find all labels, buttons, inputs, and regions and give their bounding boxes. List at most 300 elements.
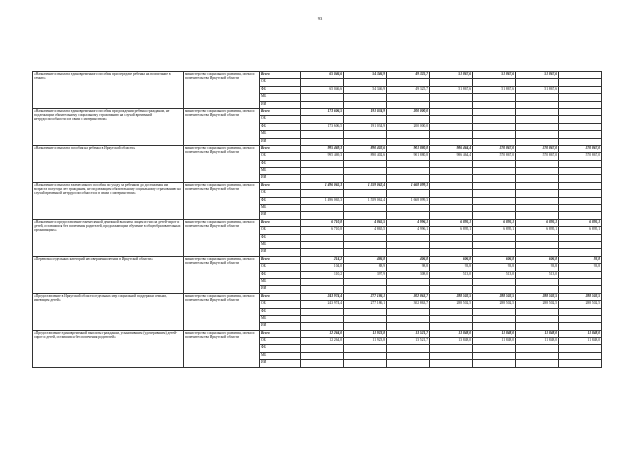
amount-cell: [516, 308, 559, 315]
amount-cell: [301, 116, 344, 123]
measure-name: «Назначение и выплата пособия на ребенка в Иркутской области»: [33, 145, 184, 182]
amount-cell: 13 848,0: [430, 330, 473, 337]
amount-cell: 11 848,0: [559, 338, 602, 345]
amount-cell: [344, 323, 387, 330]
funding-source: Всего: [260, 219, 301, 226]
amount-cell: 288 502,5: [473, 293, 516, 300]
measure-name: «Предоставление в Иркутской области отдельных мер социальной поддержки семьям, имеющим детей»: [33, 293, 184, 330]
amount-cell: [301, 168, 344, 175]
amount-cell: 51 867,6: [516, 72, 559, 79]
amount-cell: [344, 360, 387, 367]
amount-cell: 110,2: [301, 271, 344, 278]
table-row: [33, 256, 602, 263]
table-row: [33, 72, 602, 79]
amount-cell: 6 710,8: [301, 219, 344, 226]
amount-cell: [559, 241, 602, 248]
amount-cell: 11 923,8: [344, 338, 387, 345]
amount-cell: 1 668 099,3: [387, 182, 430, 189]
amount-cell: [473, 308, 516, 315]
amount-cell: 51 867,6: [430, 86, 473, 93]
amount-cell: [387, 249, 430, 256]
amount-cell: 995 469,3: [301, 145, 344, 152]
responsible-executor: министерство социального развития, опеки и попечительства Иркутской области: [184, 293, 260, 330]
amount-cell: 513,0: [516, 271, 559, 278]
funding-source: МБ: [260, 352, 301, 359]
table-row: [33, 108, 602, 115]
table-row: [33, 219, 602, 226]
amount-cell: 1 496 065,3: [301, 197, 344, 204]
amount-cell: 11 848,0: [473, 338, 516, 345]
amount-cell: [387, 101, 430, 108]
funding-source: ОБ: [260, 227, 301, 234]
amount-cell: 4 865,5: [344, 227, 387, 234]
amount-cell: [473, 249, 516, 256]
funding-source: Всего: [260, 330, 301, 337]
amount-cell: [387, 160, 430, 167]
amount-cell: 606,8: [473, 256, 516, 263]
amount-cell: [559, 197, 602, 204]
amount-cell: 890 402,6: [344, 145, 387, 152]
amount-cell: [387, 79, 430, 86]
amount-cell: [344, 241, 387, 248]
measure-name: «Назначение и выплата единовременного пособия при передаче ребенка на воспитание в семью»: [33, 72, 184, 109]
amount-cell: [430, 278, 473, 285]
amount-cell: 104,0: [301, 264, 344, 271]
amount-cell: [559, 182, 602, 189]
responsible-executor: министерство социального развития, опеки и попечительства Иркутской области: [184, 108, 260, 145]
amount-cell: [559, 94, 602, 101]
amount-cell: 6 895,1: [473, 227, 516, 234]
amount-cell: [344, 79, 387, 86]
table-row: [33, 330, 602, 337]
amount-cell: [516, 101, 559, 108]
funding-source: МБ: [260, 278, 301, 285]
amount-cell: [344, 168, 387, 175]
amount-cell: 12 264,0: [301, 338, 344, 345]
amount-cell: 570 867,0: [516, 145, 559, 152]
amount-cell: 901 880,8: [387, 145, 430, 152]
amount-cell: 288 502,5: [430, 293, 473, 300]
amount-cell: 11 848,0: [516, 330, 559, 337]
amount-cell: [387, 360, 430, 367]
amount-cell: [473, 94, 516, 101]
amount-cell: 13 848,0: [430, 338, 473, 345]
amount-cell: 486,8: [344, 256, 387, 263]
amount-cell: [559, 205, 602, 212]
amount-cell: 308,0: [387, 271, 430, 278]
amount-cell: [387, 345, 430, 352]
funding-source: ОБ: [260, 301, 301, 308]
responsible-executor: министерство социального развития, опеки и попечительства Иркутской области: [184, 145, 260, 182]
funding-source: Всего: [260, 293, 301, 300]
amount-cell: 4 865,5: [344, 219, 387, 226]
amount-cell: [516, 212, 559, 219]
amount-cell: [387, 286, 430, 293]
amount-cell: [559, 345, 602, 352]
amount-cell: [516, 286, 559, 293]
amount-cell: [473, 345, 516, 352]
amount-cell: [430, 205, 473, 212]
funding-source: Всего: [260, 182, 301, 189]
amount-cell: [516, 168, 559, 175]
amount-cell: [387, 315, 430, 322]
amount-cell: [559, 108, 602, 115]
amount-cell: [344, 249, 387, 256]
amount-cell: [344, 212, 387, 219]
amount-cell: [516, 323, 559, 330]
amount-cell: [430, 308, 473, 315]
amount-cell: [430, 182, 473, 189]
amount-cell: 288 502,5: [473, 301, 516, 308]
funding-source: Всего: [260, 108, 301, 115]
amount-cell: 277 186,1: [344, 293, 387, 300]
amount-cell: [559, 168, 602, 175]
amount-cell: 288 502,5: [559, 293, 602, 300]
amount-cell: [301, 234, 344, 241]
amount-cell: [430, 323, 473, 330]
funding-source: ИИ: [260, 138, 301, 145]
amount-cell: [559, 72, 602, 79]
table-row: [33, 145, 602, 152]
responsible-executor: министерство социального развития, опеки и попечительства Иркутской области: [184, 219, 260, 256]
funding-source: ФБ: [260, 234, 301, 241]
amount-cell: [559, 138, 602, 145]
funding-source: ИИ: [260, 360, 301, 367]
funding-source: ФБ: [260, 308, 301, 315]
amount-cell: 11 848,0: [473, 330, 516, 337]
amount-cell: 513,0: [473, 271, 516, 278]
funding-source: ОБ: [260, 190, 301, 197]
amount-cell: 995 469,3: [301, 153, 344, 160]
amount-cell: 200 000,0: [387, 123, 430, 130]
amount-cell: 570 867,0: [516, 153, 559, 160]
amount-cell: 6 710,8: [301, 227, 344, 234]
amount-cell: [516, 116, 559, 123]
amount-cell: 243 974,4: [301, 293, 344, 300]
amount-cell: [430, 249, 473, 256]
amount-cell: 288 502,5: [430, 301, 473, 308]
amount-cell: [473, 352, 516, 359]
amount-cell: [430, 94, 473, 101]
amount-cell: [301, 278, 344, 285]
amount-cell: 65 046,6: [301, 72, 344, 79]
amount-cell: 6 895,1: [473, 219, 516, 226]
amount-cell: [516, 182, 559, 189]
amount-cell: [516, 205, 559, 212]
amount-cell: [559, 190, 602, 197]
amount-cell: [559, 323, 602, 330]
amount-cell: [473, 101, 516, 108]
amount-cell: [473, 116, 516, 123]
amount-cell: [473, 108, 516, 115]
amount-cell: [430, 123, 473, 130]
funding-source: ОБ: [260, 264, 301, 271]
funding-source: ОБ: [260, 116, 301, 123]
amount-cell: [301, 249, 344, 256]
amount-cell: 214,2: [301, 256, 344, 263]
amount-cell: 570 867,0: [473, 145, 516, 152]
amount-cell: [430, 315, 473, 322]
amount-cell: 1 668 099,3: [387, 197, 430, 204]
amount-cell: [516, 79, 559, 86]
amount-cell: [473, 190, 516, 197]
amount-cell: [430, 286, 473, 293]
amount-cell: 51 867,6: [473, 72, 516, 79]
amount-cell: 986 464,4: [430, 153, 473, 160]
amount-cell: [301, 308, 344, 315]
amount-cell: 93,8: [559, 256, 602, 263]
amount-cell: [559, 278, 602, 285]
amount-cell: 288 502,5: [516, 301, 559, 308]
amount-cell: 570 867,0: [559, 145, 602, 152]
amount-cell: [344, 175, 387, 182]
funding-source: ИИ: [260, 286, 301, 293]
funding-source: ФБ: [260, 271, 301, 278]
funding-source: ФБ: [260, 123, 301, 130]
amount-cell: [301, 160, 344, 167]
amount-cell: [473, 123, 516, 130]
amount-cell: [387, 190, 430, 197]
funding-source: ОБ: [260, 153, 301, 160]
amount-cell: [516, 190, 559, 197]
amount-cell: 288 502,5: [516, 293, 559, 300]
budget-table: [32, 71, 602, 368]
funding-source: ОБ: [260, 79, 301, 86]
amount-cell: [387, 205, 430, 212]
amount-cell: 606,8: [430, 256, 473, 263]
amount-cell: [301, 205, 344, 212]
amount-cell: [430, 131, 473, 138]
amount-cell: [559, 249, 602, 256]
measure-name: «Назначение и выплата ежемесячного пособия по уходу за ребенком до достижения им возраста полутора лет гражданам, не подлежащим обязательному социальному страхованию на случай временной нетрудоспособности и в связи с материнством»: [33, 182, 184, 219]
amount-cell: [559, 79, 602, 86]
amount-cell: [473, 360, 516, 367]
amount-cell: [516, 138, 559, 145]
amount-cell: 11 923,8: [344, 330, 387, 337]
amount-cell: [387, 352, 430, 359]
amount-cell: [516, 234, 559, 241]
amount-cell: [430, 138, 473, 145]
funding-source: ФБ: [260, 197, 301, 204]
amount-cell: [430, 212, 473, 219]
amount-cell: [559, 116, 602, 123]
amount-cell: [559, 271, 602, 278]
funding-source: МБ: [260, 315, 301, 322]
amount-cell: [516, 175, 559, 182]
amount-cell: 12 264,0: [301, 330, 344, 337]
amount-cell: [473, 278, 516, 285]
amount-cell: 11 848,0: [516, 338, 559, 345]
amount-cell: 98,8: [387, 264, 430, 271]
amount-cell: 191 034,9: [344, 108, 387, 115]
amount-cell: 6 895,1: [430, 227, 473, 234]
amount-cell: [473, 323, 516, 330]
amount-cell: 606,8: [516, 256, 559, 263]
amount-cell: [387, 234, 430, 241]
amount-cell: [473, 160, 516, 167]
amount-cell: 1 496 065,3: [301, 182, 344, 189]
table-row: [33, 293, 602, 300]
amount-cell: 54 346,9: [344, 86, 387, 93]
amount-cell: [559, 86, 602, 93]
amount-cell: [473, 197, 516, 204]
amount-cell: [559, 131, 602, 138]
amount-cell: 51 867,6: [516, 86, 559, 93]
amount-cell: [344, 138, 387, 145]
funding-source: ФБ: [260, 345, 301, 352]
amount-cell: 49 325,7: [387, 72, 430, 79]
amount-cell: 1 559 062,4: [344, 182, 387, 189]
amount-cell: 200 000,0: [387, 108, 430, 115]
amount-cell: 1 559 062,4: [344, 197, 387, 204]
amount-cell: [516, 123, 559, 130]
funding-source: МБ: [260, 205, 301, 212]
amount-cell: [473, 175, 516, 182]
amount-cell: [301, 315, 344, 322]
amount-cell: [344, 94, 387, 101]
funding-source: Всего: [260, 145, 301, 152]
amount-cell: 65 046,6: [301, 86, 344, 93]
funding-source: ИИ: [260, 323, 301, 330]
funding-source: МБ: [260, 94, 301, 101]
funding-source: ИИ: [260, 249, 301, 256]
amount-cell: [430, 160, 473, 167]
amount-cell: [516, 94, 559, 101]
amount-cell: [344, 315, 387, 322]
amount-cell: [387, 278, 430, 285]
amount-cell: [430, 234, 473, 241]
amount-cell: [430, 168, 473, 175]
amount-cell: [430, 197, 473, 204]
amount-cell: [344, 190, 387, 197]
amount-cell: [430, 352, 473, 359]
amount-cell: 302 863,7: [387, 301, 430, 308]
amount-cell: [430, 108, 473, 115]
amount-cell: [301, 79, 344, 86]
amount-cell: [516, 241, 559, 248]
amount-cell: [473, 168, 516, 175]
amount-cell: [516, 345, 559, 352]
amount-cell: 277 186,1: [344, 301, 387, 308]
amount-cell: [301, 323, 344, 330]
amount-cell: [430, 175, 473, 182]
amount-cell: [430, 241, 473, 248]
amount-cell: 243 974,4: [301, 301, 344, 308]
amount-cell: [473, 79, 516, 86]
responsible-executor: министерство социального развития, опеки и попечительства Иркутской области: [184, 256, 260, 293]
amount-cell: [559, 101, 602, 108]
amount-cell: 191 034,9: [344, 123, 387, 130]
amount-cell: [301, 131, 344, 138]
amount-cell: [387, 131, 430, 138]
amount-cell: [301, 212, 344, 219]
amount-cell: [516, 360, 559, 367]
amount-cell: [301, 352, 344, 359]
funding-source: ФБ: [260, 160, 301, 167]
amount-cell: [301, 190, 344, 197]
amount-cell: 4 996,1: [387, 227, 430, 234]
funding-source: Всего: [260, 256, 301, 263]
amount-cell: [473, 182, 516, 189]
amount-cell: [387, 168, 430, 175]
amount-cell: [344, 345, 387, 352]
amount-cell: [301, 94, 344, 101]
amount-cell: [516, 197, 559, 204]
amount-cell: 302 863,7: [387, 293, 430, 300]
amount-cell: [473, 131, 516, 138]
amount-cell: 93,8: [473, 264, 516, 271]
amount-cell: [344, 131, 387, 138]
amount-cell: 88,9: [344, 264, 387, 271]
amount-cell: 890 402,6: [344, 153, 387, 160]
amount-cell: [387, 323, 430, 330]
funding-source: Всего: [260, 72, 301, 79]
amount-cell: 570 867,0: [559, 153, 602, 160]
amount-cell: [344, 352, 387, 359]
amount-cell: [387, 138, 430, 145]
amount-cell: [559, 315, 602, 322]
amount-cell: [473, 205, 516, 212]
table-row: [33, 182, 602, 189]
amount-cell: [559, 160, 602, 167]
amount-cell: [387, 241, 430, 248]
responsible-executor: министерство социального развития, опеки и попечительства Иркутской области: [184, 182, 260, 219]
measure-name: «Назначение и выплата единовременного пособия при рождении ребенка гражданам, не подлежащим обязательному социальному страхованию на случай временной нетрудоспособности и в связи с материнством»: [33, 108, 184, 145]
amount-cell: 4 996,1: [387, 219, 430, 226]
amount-cell: 93,8: [430, 264, 473, 271]
amount-cell: 6 895,1: [516, 227, 559, 234]
amount-cell: 93,8: [559, 264, 602, 271]
amount-cell: 288 502,5: [559, 301, 602, 308]
funding-source: ИИ: [260, 212, 301, 219]
amount-cell: [473, 234, 516, 241]
amount-cell: [387, 94, 430, 101]
amount-cell: 13 521,7: [387, 330, 430, 337]
amount-cell: [516, 278, 559, 285]
amount-cell: [301, 138, 344, 145]
amount-cell: 173 606,5: [301, 123, 344, 130]
amount-cell: [387, 308, 430, 315]
amount-cell: [516, 108, 559, 115]
amount-cell: [559, 212, 602, 219]
measure-name: «Предоставление единовременной выплаты гражданам, усыновившим (удочерившим) детей-сирот и детей, оставшихся без попечения родителей»: [33, 330, 184, 367]
measure-name: «Перевозка отдельных категорий несовершеннолетних в Иркутской области»: [33, 256, 184, 293]
responsible-executor: министерство социального развития, опеки и попечительства Иркутской области: [184, 330, 260, 367]
amount-cell: [473, 286, 516, 293]
amount-cell: 6 895,1: [516, 219, 559, 226]
amount-cell: [430, 101, 473, 108]
page-number: 93: [317, 16, 323, 21]
amount-cell: [430, 360, 473, 367]
amount-cell: [301, 101, 344, 108]
amount-cell: [559, 175, 602, 182]
funding-source: МБ: [260, 168, 301, 175]
amount-cell: 6 895,1: [559, 219, 602, 226]
amount-cell: [301, 345, 344, 352]
amount-cell: [559, 234, 602, 241]
amount-cell: 54 346,9: [344, 72, 387, 79]
amount-cell: [344, 308, 387, 315]
amount-cell: 13 521,7: [387, 338, 430, 345]
amount-cell: [344, 116, 387, 123]
amount-cell: [430, 190, 473, 197]
amount-cell: 6 895,1: [430, 219, 473, 226]
amount-cell: [344, 278, 387, 285]
amount-cell: 570 867,0: [473, 153, 516, 160]
amount-cell: 11 848,0: [559, 330, 602, 337]
funding-source: ФБ: [260, 86, 301, 93]
amount-cell: 51 867,6: [473, 86, 516, 93]
